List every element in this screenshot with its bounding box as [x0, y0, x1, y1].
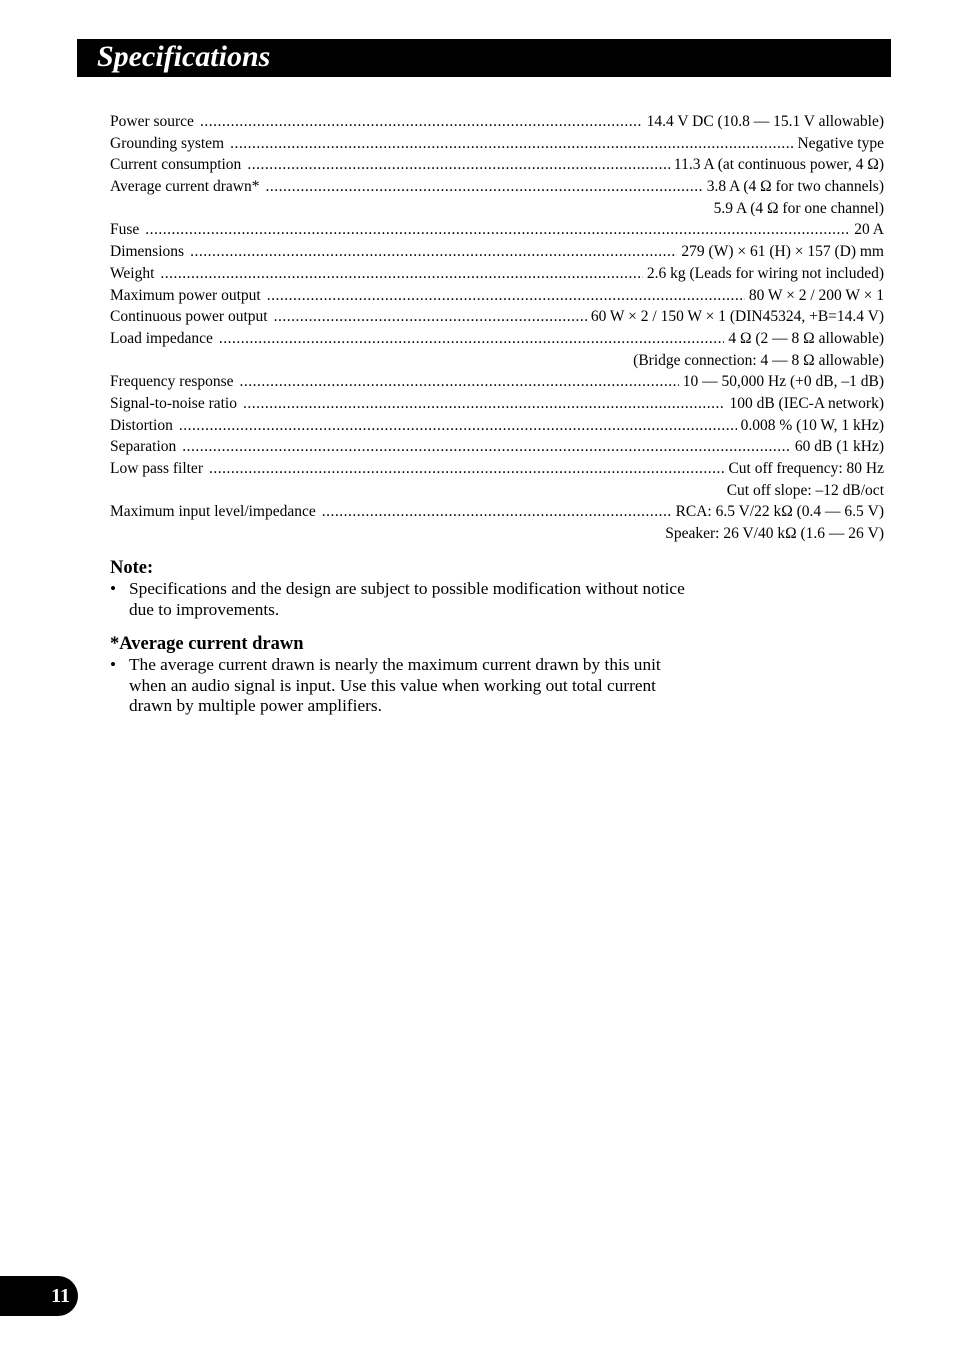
spec-row	[110, 219, 884, 241]
spec-label: Maximum power output	[110, 286, 261, 304]
average-current-line-3: drawn by multiple power amplifiers.	[129, 696, 382, 716]
spec-row-continuation	[110, 350, 884, 372]
specifications-table	[110, 111, 884, 545]
dot-leader	[230, 133, 793, 155]
average-current-section	[110, 633, 730, 717]
spec-row	[110, 241, 884, 263]
spec-row	[110, 436, 884, 458]
spec-value: 14.4 V DC (10.8 — 15.1 V allowable)	[646, 113, 884, 130]
dot-leader	[274, 306, 587, 328]
dot-leader	[160, 263, 642, 285]
dot-leader	[190, 241, 677, 263]
spec-value: 20 A	[854, 221, 884, 239]
dot-leader	[200, 111, 643, 133]
spec-label: Signal-to-noise ratio	[110, 394, 237, 412]
spec-row	[110, 415, 884, 437]
spec-value: 10 — 50,000 Hz (+0 dB, –1 dB)	[682, 373, 884, 391]
spec-value: Negative type	[797, 134, 884, 152]
dot-leader	[179, 415, 737, 437]
spec-label: Weight	[110, 264, 155, 282]
note-bullet	[110, 579, 730, 620]
spec-value-continuation: (Bridge connection: 4 — 8 Ω allowable)	[633, 351, 884, 369]
spec-row	[110, 154, 884, 176]
note-heading: Note:	[110, 558, 154, 578]
spec-row	[110, 393, 884, 415]
spec-row	[110, 176, 884, 198]
spec-label: Separation	[110, 438, 177, 456]
spec-value: 80 W × 2 / 200 W × 1	[748, 286, 884, 304]
spec-value-continuation: Cut off slope: –12 dB/oct	[726, 481, 884, 499]
spec-value-continuation: 5.9 A (4 Ω for one channel)	[713, 199, 884, 217]
spec-label: Continuous power output	[110, 308, 268, 326]
spec-value: 60 W × 2 / 150 W × 1 (DIN45324, +B=14.4 V)	[590, 308, 884, 326]
spec-row	[110, 328, 884, 350]
spec-label: Average current drawn*	[110, 178, 260, 196]
spec-value: 11.3 A (at continuous power, 4 Ω)	[673, 156, 884, 174]
spec-label: Frequency response	[110, 373, 234, 391]
spec-label: Dimensions	[110, 243, 185, 261]
dot-leader	[322, 501, 672, 523]
dot-leader	[267, 285, 745, 307]
bullet-icon: •	[110, 579, 117, 598]
dot-leader	[145, 219, 850, 241]
spec-label: Low pass filter	[110, 460, 203, 477]
spec-row	[110, 371, 884, 393]
spec-row	[110, 285, 884, 307]
dot-leader	[219, 328, 725, 350]
spec-label: Distortion	[110, 416, 173, 434]
spec-row	[110, 458, 884, 480]
spec-value: 4 Ω (2 — 8 Ω allowable)	[728, 329, 884, 347]
page-number: 11	[51, 1285, 70, 1307]
dot-leader	[209, 458, 724, 480]
average-current-line-2: when an audio signal is input. Use this value when working out total current	[129, 675, 656, 695]
dot-leader	[240, 371, 679, 393]
note-bullet-line-2: due to improvements.	[129, 599, 280, 619]
spec-value: 0.008 % (10 W, 1 kHz)	[740, 416, 884, 434]
spec-label: Fuse	[110, 221, 140, 239]
spec-label: Grounding system	[110, 134, 225, 152]
average-current-bullet	[110, 655, 730, 717]
note-bullet-line-1: Specifications and the design are subject to possible modification without notice	[129, 579, 685, 598]
spec-row	[110, 306, 884, 328]
spec-value: 2.6 kg (Leads for wiring not included)	[646, 264, 884, 282]
page-title: Specifications	[97, 40, 271, 73]
spec-row-continuation	[110, 198, 884, 220]
dot-leader	[247, 154, 670, 176]
spec-value: 60 dB (1 kHz)	[794, 438, 884, 456]
spec-row	[110, 133, 884, 155]
spec-row	[110, 501, 884, 523]
average-current-heading: *Average current drawn	[110, 634, 304, 654]
spec-label: Current consumption	[110, 156, 242, 174]
dot-leader	[243, 393, 725, 415]
spec-label: Maximum input level/impedance	[110, 503, 316, 521]
spec-row-continuation	[110, 480, 884, 502]
dot-leader	[265, 176, 702, 198]
spec-row-continuation	[110, 523, 884, 545]
spec-value-continuation: Speaker: 26 V/40 kΩ (1.6 — 26 V)	[665, 525, 884, 543]
dot-leader	[182, 436, 791, 458]
spec-value: 100 dB (IEC-A network)	[729, 394, 884, 412]
note-section	[110, 557, 730, 620]
spec-value: 3.8 A (4 Ω for two channels)	[706, 178, 884, 196]
spec-label: Power source	[110, 113, 194, 130]
average-current-line-1: The average current drawn is nearly the maximum current drawn by this unit	[129, 655, 661, 674]
spec-value: RCA: 6.5 V/22 kΩ (0.4 — 6.5 V)	[675, 503, 884, 521]
spec-row	[110, 263, 884, 285]
title-bar	[77, 39, 891, 77]
spec-row	[110, 111, 884, 133]
spec-value: 279 (W) × 61 (H) × 157 (D) mm	[681, 243, 884, 261]
spec-value: Cut off frequency: 80 Hz	[728, 460, 884, 477]
page-number-badge	[0, 1276, 78, 1316]
spec-label: Load impedance	[110, 329, 213, 347]
bullet-icon: •	[110, 655, 117, 674]
